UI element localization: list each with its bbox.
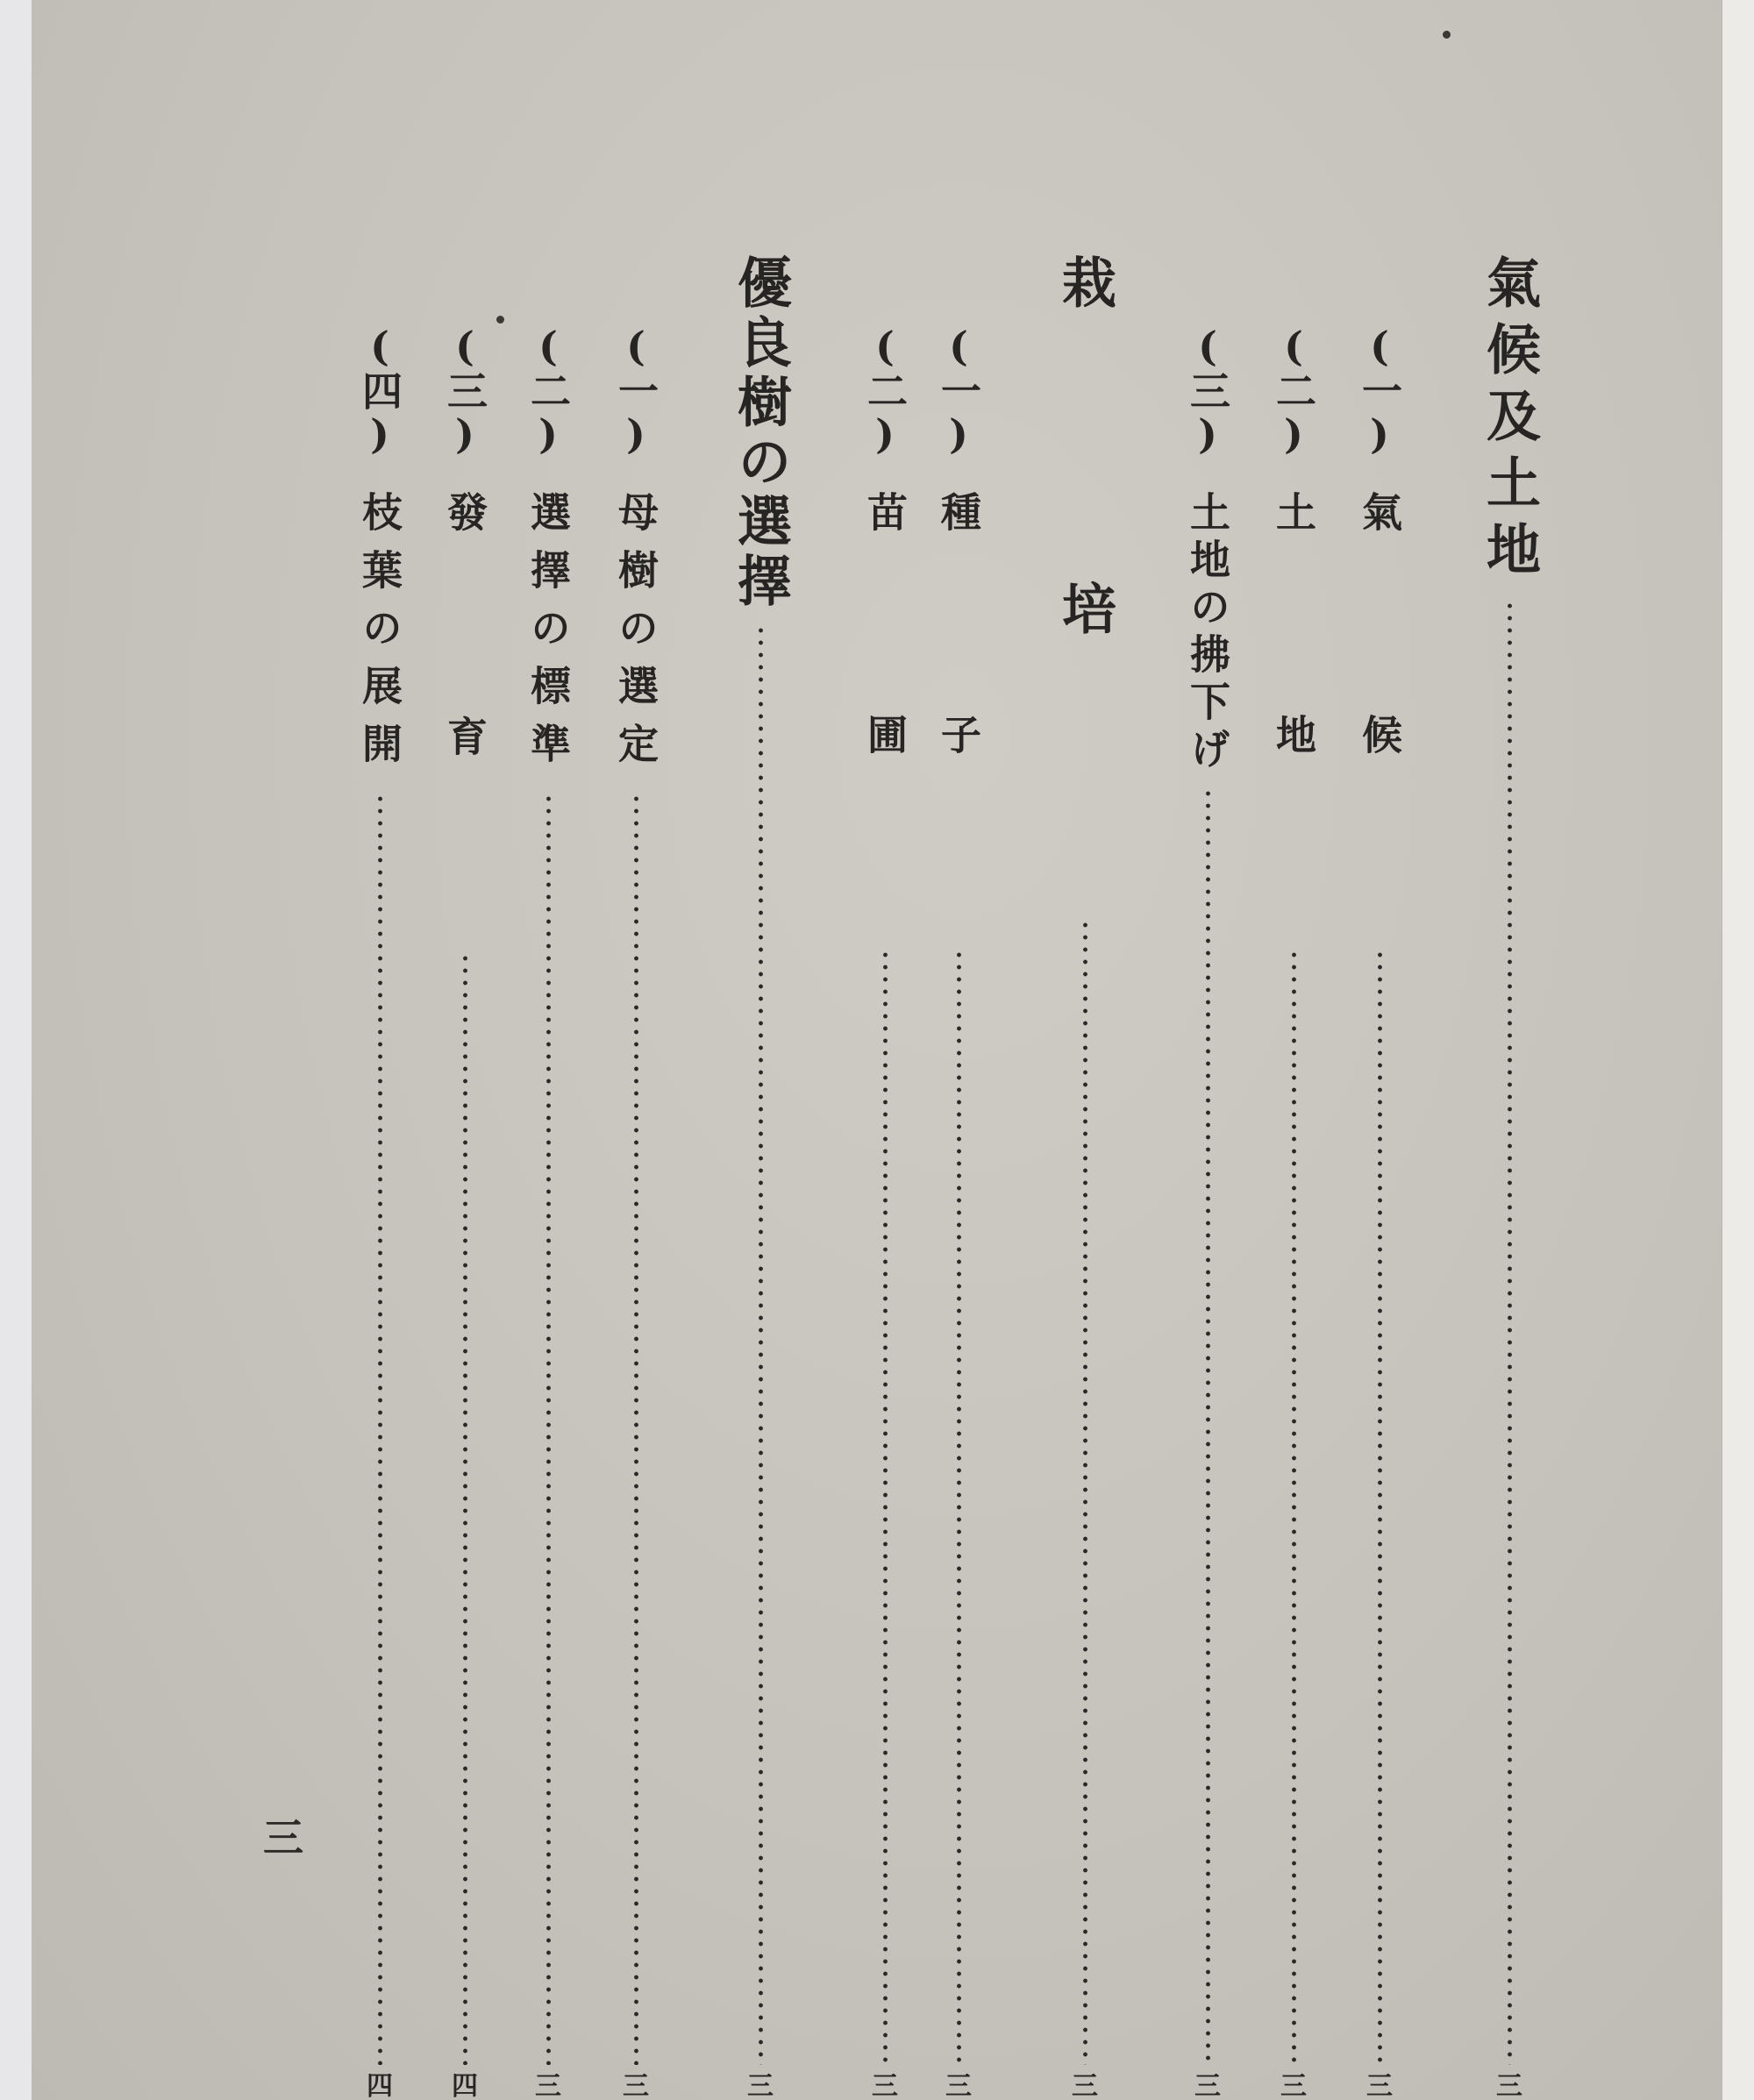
toc-heading-label: 優良樹の選擇 bbox=[728, 254, 793, 612]
toc-item-label: 母樹の選定 bbox=[612, 491, 660, 780]
leader-dots bbox=[1291, 949, 1297, 2065]
toc-page-number: 三 bbox=[747, 2074, 774, 2100]
toc-item-number: (二) bbox=[1270, 323, 1317, 458]
toc-item-branch-spread[interactable] bbox=[358, 323, 402, 2100]
toc-item-label: 土地 bbox=[1270, 491, 1317, 936]
toc-item-label: 種子 bbox=[935, 491, 982, 936]
toc-item-number: (三) bbox=[1184, 323, 1231, 458]
leader-dots bbox=[545, 793, 552, 2065]
toc-page-number: 三 bbox=[1496, 2074, 1522, 2100]
leader-dots bbox=[882, 949, 888, 2065]
leader-dots bbox=[377, 793, 383, 2065]
toc-item-climate[interactable] bbox=[1358, 323, 1401, 2100]
leader-dots bbox=[1377, 949, 1383, 2065]
toc-item-number: (二) bbox=[861, 323, 909, 458]
page-folio: 三 bbox=[263, 1814, 303, 1862]
toc-heading-climate-land[interactable] bbox=[1477, 254, 1542, 2100]
toc-item-label: 枝葉の展開 bbox=[356, 491, 403, 780]
toc-page-number: 三 bbox=[1072, 2074, 1098, 2100]
toc-item-label: 土地の拂下げ bbox=[1184, 491, 1231, 775]
leader-dots bbox=[956, 949, 962, 2065]
toc-item-land[interactable] bbox=[1272, 323, 1316, 2100]
toc-item-number: (一) bbox=[935, 323, 982, 458]
toc-item-number: (一) bbox=[612, 323, 660, 458]
toc-item-label: 發育 bbox=[441, 491, 488, 940]
toc-item-nursery[interactable] bbox=[863, 323, 907, 2100]
toc-item-number: (二) bbox=[524, 323, 572, 458]
toc-item-growth[interactable] bbox=[443, 323, 487, 2100]
toc-heading-label: 栽培 bbox=[1052, 254, 1117, 907]
paper-speck bbox=[496, 316, 504, 324]
leader-dots bbox=[1507, 600, 1513, 2065]
toc-page-number: 三 bbox=[535, 2074, 561, 2100]
leader-dots bbox=[1205, 787, 1211, 2065]
toc-item-label: 選擇の標準 bbox=[524, 491, 572, 780]
leader-dots bbox=[633, 793, 639, 2065]
toc-item-label: 氣候 bbox=[1356, 491, 1403, 936]
toc-heading-superior-tree-selection[interactable] bbox=[728, 254, 793, 2100]
toc-page-number: 四 bbox=[452, 2074, 478, 2100]
toc-page-number: 三 bbox=[945, 2074, 972, 2100]
leader-dots bbox=[462, 952, 468, 2065]
toc-page-number: 三 bbox=[623, 2074, 649, 2100]
toc-item-number: (三) bbox=[441, 323, 488, 458]
toc-item-number: (四) bbox=[356, 323, 403, 458]
toc-item-land-disposal[interactable] bbox=[1186, 323, 1230, 2100]
toc-item-number: (一) bbox=[1356, 323, 1403, 458]
toc-heading-cultivation[interactable] bbox=[1052, 254, 1117, 2100]
leader-dots bbox=[758, 624, 764, 2065]
toc-page-number: 三 bbox=[1194, 2074, 1221, 2100]
toc-page-number: 四 bbox=[367, 2074, 393, 2100]
toc-heading-label: 氣候及土地 bbox=[1477, 254, 1542, 587]
scan-right-edge bbox=[1722, 0, 1754, 2100]
toc-item-selection-standard[interactable] bbox=[526, 323, 570, 2100]
toc-page-number: 三 bbox=[1280, 2074, 1307, 2100]
leader-dots bbox=[1082, 919, 1088, 2065]
paper-speck bbox=[1443, 31, 1451, 39]
scan-left-margin bbox=[0, 0, 33, 2100]
toc-page-number: 三 bbox=[872, 2074, 898, 2100]
toc-item-label: 苗圃 bbox=[861, 491, 909, 936]
toc-item-seed[interactable] bbox=[937, 323, 980, 2100]
toc-item-mother-tree[interactable] bbox=[614, 323, 658, 2100]
toc-page-number: 三 bbox=[1366, 2074, 1393, 2100]
